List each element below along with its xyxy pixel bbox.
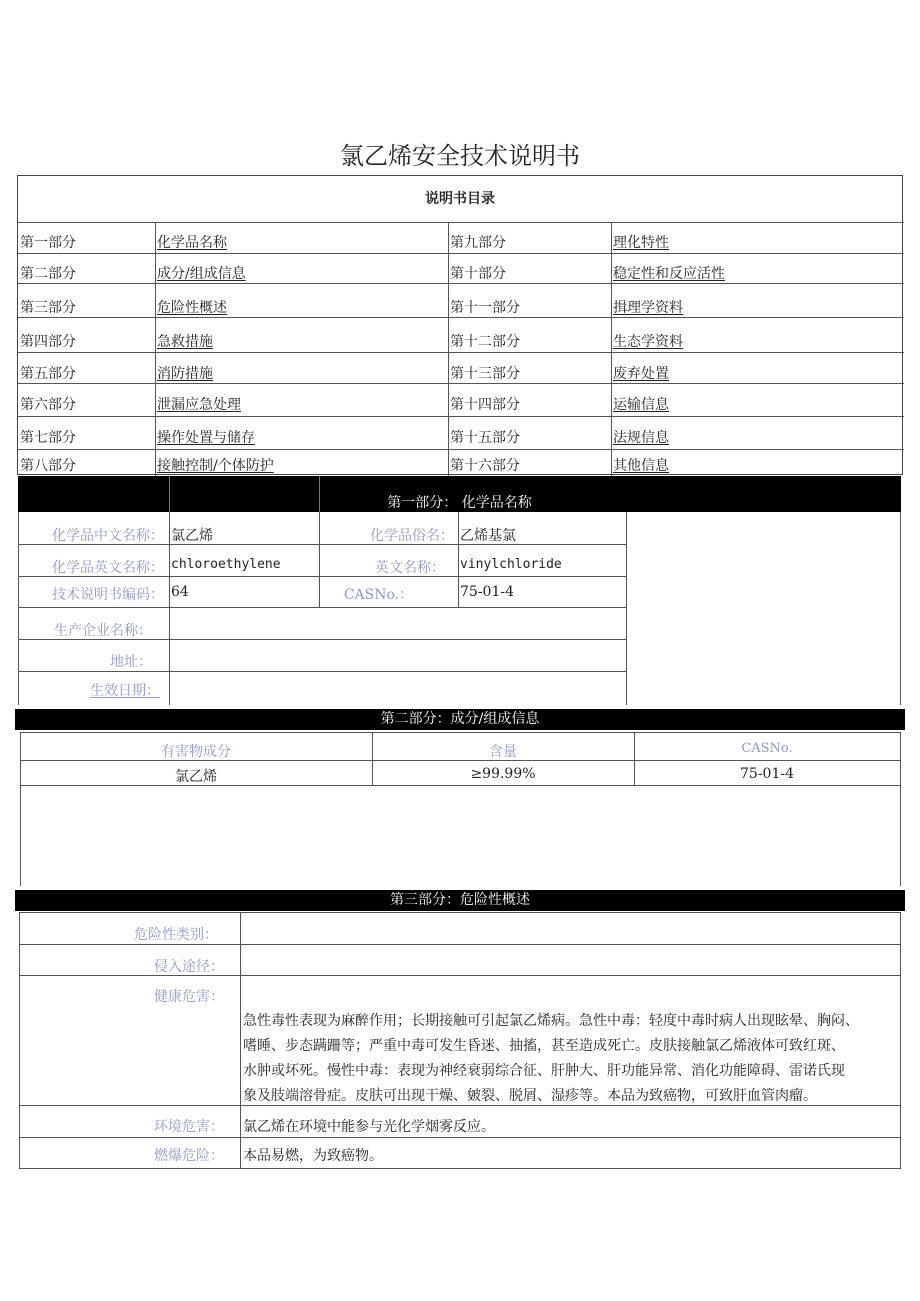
- env-label: 环境危害：: [154, 1119, 224, 1135]
- toc-part-11: 第十一部分: [450, 300, 520, 316]
- col-content: 含量: [489, 744, 517, 760]
- toc-part-12: 第十二部分: [450, 334, 520, 350]
- toc-part-5: 第五部分: [20, 366, 76, 382]
- toc-link-6[interactable]: 泄漏应急处理: [157, 397, 241, 413]
- health-line-1: 急性毒性表现为麻醉作用；长期接触可引起氯乙烯病。急性中毒：轻度中毒时病人出现眩晕、胸闷、: [243, 1013, 859, 1029]
- toc-part-7: 第七部分: [20, 430, 76, 446]
- route-label: 侵入途径：: [154, 959, 224, 975]
- fire-value: 本品易燃，为致癌物。: [243, 1148, 383, 1164]
- row-cas: 75-01-4: [740, 766, 794, 782]
- toc-link-4[interactable]: 急救措施: [157, 334, 213, 350]
- row-content: ≥99.99%: [470, 766, 536, 782]
- cn-name-label: 化学品中文名称：: [52, 528, 164, 544]
- toc-part-3: 第三部分: [20, 300, 76, 316]
- toc-part-8: 第八部分: [20, 458, 76, 474]
- toc-link-2[interactable]: 成分/组成信息: [157, 266, 246, 282]
- cn-name-value: 氯乙烯: [171, 528, 213, 544]
- toc-part-13: 第十三部分: [450, 366, 520, 382]
- toc-link-7[interactable]: 操作处置与储存: [157, 430, 255, 446]
- toc-link-14[interactable]: 运输信息: [613, 397, 669, 413]
- toc-link-5[interactable]: 消防措施: [157, 366, 213, 382]
- part2-header: 第二部分：成分/组成信息: [15, 709, 905, 730]
- cas-value: 75-01-4: [460, 584, 514, 600]
- hazard-class-label: 危险性类别：: [134, 927, 218, 943]
- part3-header: 第三部分：危险性概述: [15, 890, 905, 911]
- toc-link-15[interactable]: 法规信息: [613, 430, 669, 446]
- col-component: 有害物成分: [161, 744, 231, 760]
- fire-label: 燃爆危险：: [154, 1148, 224, 1164]
- date-label: 生效日期：: [90, 683, 160, 699]
- health-text: [243, 1009, 903, 1109]
- code-label: 技术说明书编码：: [52, 587, 164, 603]
- common-name-label: 化学品俗名：: [370, 528, 454, 544]
- toc-part-9: 第九部分: [450, 235, 506, 251]
- en-name-value: chloroethylene: [171, 557, 281, 572]
- health-line-4: 象及肢端溶骨症。皮肤可出现干燥、皴裂、脱屑、湿疹等。本品为致癌物，可致肝血管肉瘤。: [243, 1088, 817, 1104]
- toc-part-16: 第十六部分: [450, 458, 520, 474]
- cas-label: CASNo.：: [343, 587, 414, 603]
- address-label: 地址：: [110, 654, 152, 670]
- maker-label: 生产企业名称：: [54, 623, 152, 639]
- col-cas: CASNo.: [741, 741, 793, 756]
- toc-link-11[interactable]: 揖理学资料: [613, 300, 683, 316]
- common-name-value: 乙烯基氯: [460, 528, 516, 544]
- toc-part-10: 第十部分: [450, 266, 506, 282]
- toc-link-12[interactable]: 生态学资料: [613, 334, 683, 350]
- en-alias-label: 英文名称：: [375, 560, 445, 576]
- toc-link-13[interactable]: 废弃处置: [613, 366, 669, 382]
- en-name-label: 化学品英文名称：: [52, 560, 164, 576]
- toc-part-6: 第六部分: [20, 397, 76, 413]
- health-line-2: 嗜睡、步态蹒跚等；严重中毒可发生昏迷、抽搐，甚至造成死亡。皮肤接触氯乙烯液体可致红斑、: [243, 1038, 845, 1054]
- toc-part-14: 第十四部分: [450, 397, 520, 413]
- toc-table: [17, 175, 903, 475]
- row-component: 氯乙烯: [175, 769, 217, 785]
- toc-part-15: 第十五部分: [450, 430, 520, 446]
- health-label: 健康危害：: [154, 989, 224, 1005]
- en-alias-value: vinylchloride: [460, 557, 562, 572]
- toc-part-1: 第一部分: [20, 235, 76, 251]
- toc-link-3[interactable]: 危险性概述: [157, 300, 227, 316]
- document-title: 氯乙烯安全技术说明书: [340, 142, 580, 170]
- part1-header-bar: [18, 476, 901, 512]
- code-value: 64: [171, 584, 189, 600]
- toc-link-9[interactable]: 理化特性: [613, 235, 669, 251]
- part1-header: 第一部分： 化学品名称: [387, 495, 532, 511]
- toc-link-10[interactable]: 稳定性和反应活性: [613, 266, 725, 282]
- toc-link-8[interactable]: 接触控制/个体防护: [157, 458, 274, 474]
- health-line-3: 水肿或坏死。慢性中毒：表现为神经衰弱综合征、肝肿大、肝功能异常、消化功能障碍、雷诺氏现: [243, 1063, 845, 1079]
- toc-link-1[interactable]: 化学品名称: [157, 235, 227, 251]
- toc-heading: 说明书目录: [425, 191, 495, 207]
- toc-link-16[interactable]: 其他信息: [613, 458, 669, 474]
- toc-part-4: 第四部分: [20, 334, 76, 350]
- toc-part-2: 第二部分: [20, 266, 76, 282]
- env-value: 氯乙烯在环境中能参与光化学烟雾反应。: [243, 1119, 495, 1135]
